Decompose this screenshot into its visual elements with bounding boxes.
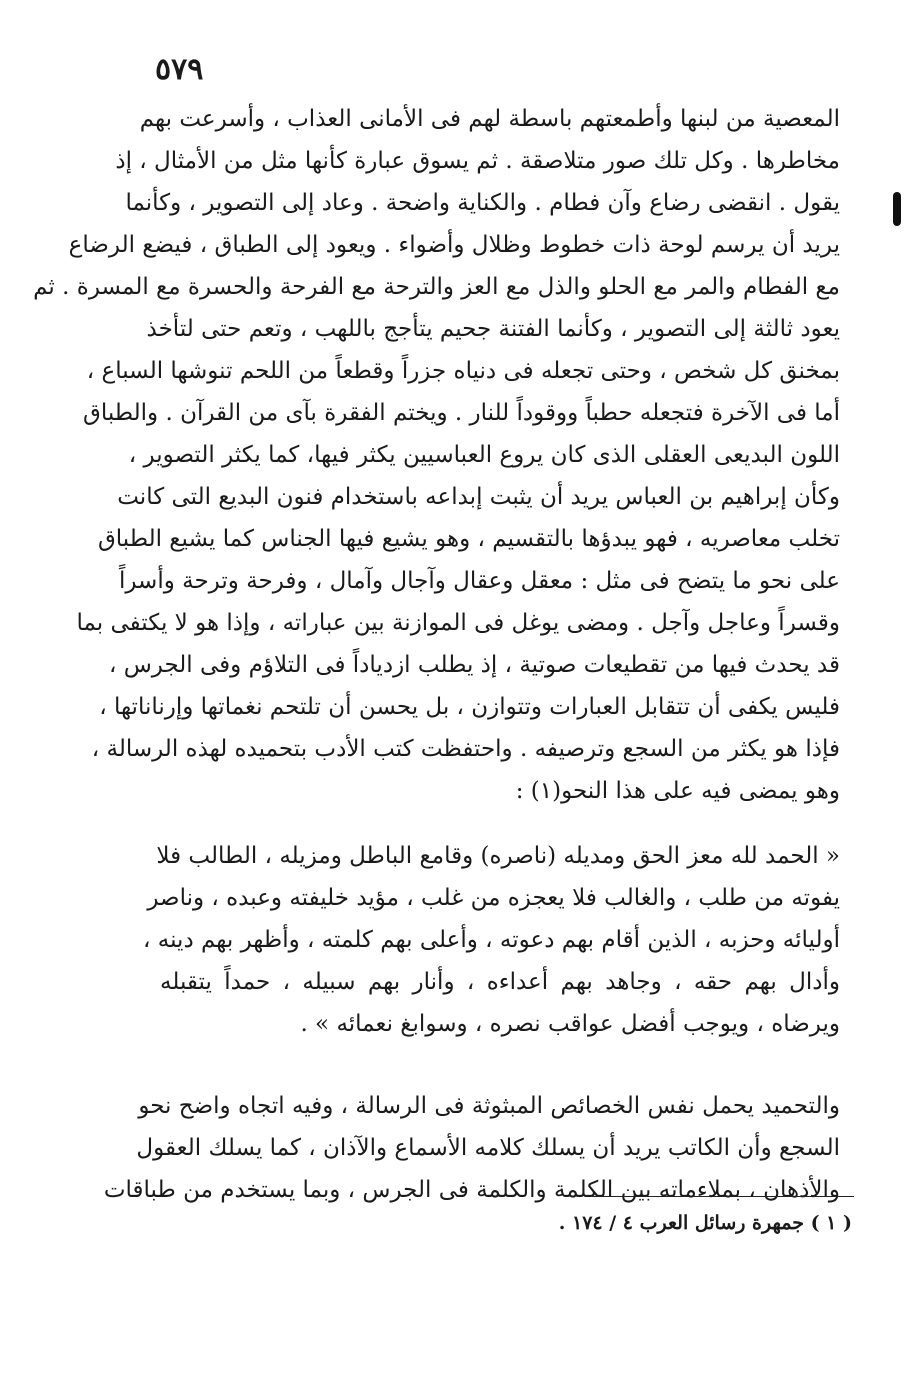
text-line: ويرضاه ، ويوجب أفضل عواقب نصره ، وسوابغ نعمائه » . bbox=[300, 1011, 840, 1037]
text-line: يقول . انقضى رضاع وآن فطام . والكناية واضحة . وعاد إلى التصوير ، وكأنما bbox=[125, 190, 840, 216]
paragraph-main bbox=[33, 98, 840, 812]
text-line: يفوته من طلب ، والغالب فلا يعجزه من غلب ، مؤيد خليفته وعبده ، وناصر bbox=[147, 885, 840, 911]
text-line: المعصية من لبنها وأطمعتهم باسطة لهم فى الأمانى العذاب ، وأسرعت بهم bbox=[139, 106, 840, 132]
text-line: « الحمد لله معز الحق ومديله (ناصره) وقامع الباطل ومزيله ، الطالب فلا bbox=[156, 843, 840, 869]
text-line: فإذا هو يكثر من السجع وترصيفه . واحتفظت كتب الأدب بتحميده لهذه الرسالة ، bbox=[91, 736, 840, 762]
footnote-divider bbox=[592, 1196, 854, 1197]
text-line: أما فى الآخرة فتجعله حطباً ووقوداً للنار . ويختم الفقرة بآى من القرآن . والطباق bbox=[82, 400, 840, 426]
text-line: وهو يمضى فيه على هذا النحو(١) : bbox=[515, 778, 840, 804]
text-line: السجع وأن الكاتب يريد أن يسلك كلامه الأسماع والآذان ، كما يسلك العقول bbox=[136, 1135, 840, 1161]
text-line: على نحو ما يتضح فى مثل : معقل وعقال وآجال وآمال ، وفرحة وترحة وأسراً bbox=[118, 568, 840, 594]
text-line: بمخنق كل شخص ، وحتى تجعله فى دنياه جزراً وقطعاً من اللحم تنوشها السباع ، bbox=[86, 358, 840, 384]
text-line: وكأن إبراهيم بن العباس يريد أن يثبت إبداعه باستخدام فنون البديع التى كانت bbox=[117, 484, 840, 510]
text-line: والتحميد يحمل نفس الخصائص المبثوثة فى الرسالة ، وفيه اتجاه واضح نحو bbox=[138, 1093, 840, 1119]
text-line: أوليائه وحزبه ، الذين أقام بهم دعوته ، وأعلى بهم كلمته ، وأظهر بهم دينه ، bbox=[143, 927, 840, 953]
text-line: مع الفطام والمر مع الحلو والذل مع العز والترحة مع الفرحة والحسرة مع المسرة . ثم bbox=[33, 274, 840, 300]
page-number: ٥٧٩ bbox=[155, 52, 204, 87]
text-line: والأذهان ، بملاءماته بين الكلمة والكلمة فى الجرس ، وبما يستخدم من طباقات bbox=[103, 1177, 840, 1203]
footnote: ( ١ ) جمهرة رسائل العرب ٤ / ١٧٤ . bbox=[558, 1212, 852, 1234]
text-line: يريد أن يرسم لوحة ذات خطوط وظلال وأضواء . ويعود إلى الطباق ، فيضع الرضاع bbox=[68, 232, 840, 258]
paragraph-analysis bbox=[103, 1085, 840, 1211]
text-line: تخلب معاصريه ، فهو يبدؤها بالتقسيم ، وهو يشيع فيها الجناس كما يشيع الطباق bbox=[97, 526, 840, 552]
text-line: قد يحدث فيها من تقطيعات صوتية ، إذ يطلب ازدياداً فى التلاؤم وفى الجرس ، bbox=[108, 652, 840, 678]
text-line: اللون البديعى العقلى الذى كان يروع العباسيين يكثر فيها، كما يكثر التصوير ، bbox=[128, 442, 840, 468]
text-line: وقسراً وعاجل وآجل . ومضى يوغل فى الموازنة بين عباراته ، وإذا هو لا يكتفى بما bbox=[76, 610, 840, 636]
text-line: يعود ثالثة إلى التصوير ، وكأنما الفتنة جحيم يتأجج باللهب ، وتعم حتى لتأخذ bbox=[146, 316, 840, 342]
text-line: وأدال بهم حقه ، وجاهد بهم أعداءه ، وأنار بهم سبيله ، حمداً يتقبله bbox=[160, 969, 840, 995]
paragraph-quote bbox=[143, 835, 840, 1045]
text-line: فليس يكفى أن تتقابل العبارات وتتوازن ، بل يحسن أن تلتحم نغماتها وإرناناتها ، bbox=[99, 694, 840, 720]
margin-mark bbox=[893, 192, 901, 226]
text-line: مخاطرها . وكل تلك صور متلاصقة . ثم يسوق عبارة كأنها مثل من الأمثال ، إذ bbox=[115, 148, 840, 174]
